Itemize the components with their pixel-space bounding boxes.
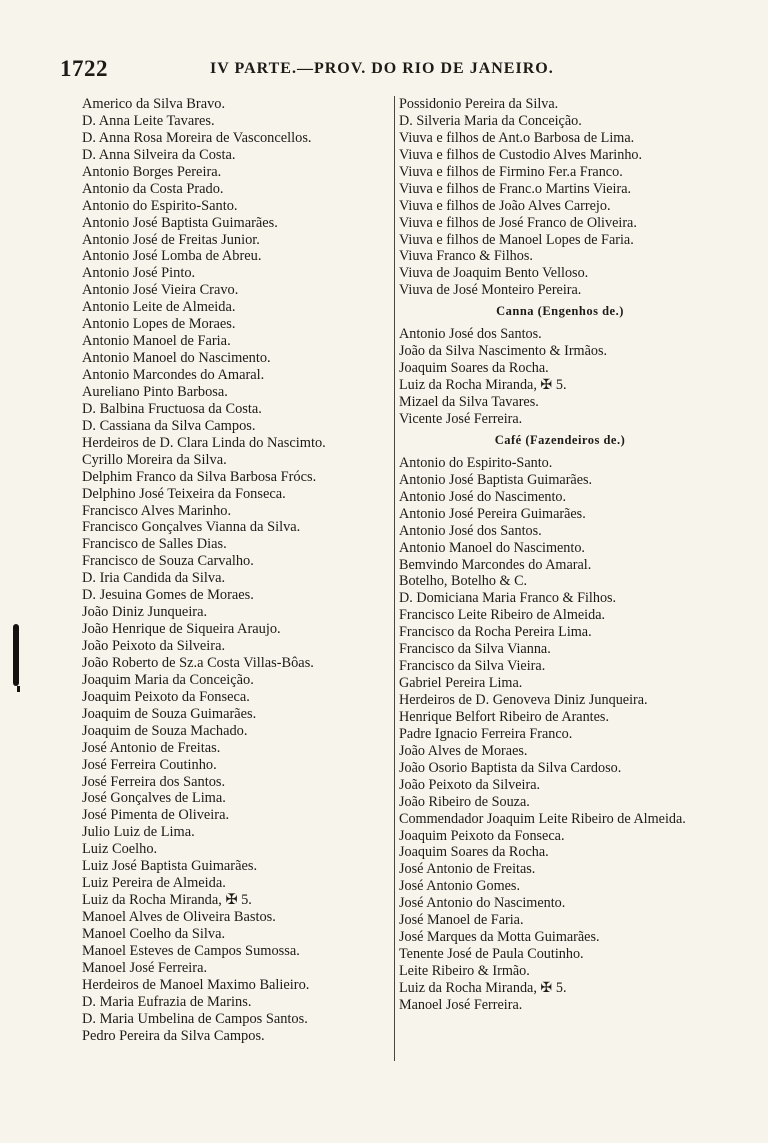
cafe-list xyxy=(399,455,721,1014)
list-item: Antonio Manoel de Faria. xyxy=(82,333,231,350)
list-item: Viuva e filhos de José Franco de Oliveira. xyxy=(399,214,637,231)
list-item: Possidonio Pereira da Silva. xyxy=(399,96,559,112)
list-item: José Marques da Motta Guimarães. xyxy=(399,929,600,946)
list-item: João Peixoto da Silveira. xyxy=(399,776,541,793)
list-item: Leite Ribeiro & Irmão. xyxy=(399,963,530,979)
list-item: Viuva e filhos de Manoel Lopes de Faria. xyxy=(399,231,634,248)
list-item: Luiz da Rocha Miranda, ✠ 5. xyxy=(82,892,252,909)
list-item: D. Anna Leite Tavares. xyxy=(82,112,215,129)
list-item: D. Anna Rosa Moreira de Vasconcellos. xyxy=(82,129,312,146)
list-item: D. Maria Eufrazia de Marins. xyxy=(82,993,252,1010)
list-item: Joaquim Peixoto da Fonseca. xyxy=(82,688,250,705)
list-item: Luiz da Rocha Miranda, ✠ 5. xyxy=(399,377,567,394)
list-item: D. Iria Candida da Silva. xyxy=(82,570,226,587)
list-item: João Peixoto da Silveira. xyxy=(82,638,226,654)
list-item: Gabriel Pereira Lima. xyxy=(399,675,523,692)
list-item: José Antonio de Freitas. xyxy=(82,739,221,756)
list-item: Antonio Leite de Almeida. xyxy=(82,299,236,316)
right-column xyxy=(399,96,721,1014)
column-divider xyxy=(394,96,395,1061)
list-item: Aureliano Pinto Barbosa. xyxy=(82,383,228,400)
list-item: Botelho, Botelho & C. xyxy=(399,573,528,590)
list-item: Antonio José Baptista Guimarães. xyxy=(82,214,278,231)
page-header xyxy=(0,56,768,82)
list-item: Francisco de Souza Carvalho. xyxy=(82,553,254,570)
list-item: Henrique Belfort Ribeiro de Arantes. xyxy=(399,708,609,725)
list-item: D. Jesuina Gomes de Moraes. xyxy=(82,587,254,604)
list-item: Manoel José Ferreira. xyxy=(399,996,523,1013)
list-item: Viuva de Joaquim Bento Velloso. xyxy=(399,265,589,282)
list-item: Herdeiros de D. Clara Linda do Nascimto. xyxy=(82,434,326,451)
list-item: Delphino José Teixeira da Fonseca. xyxy=(82,485,286,502)
list-item: Pedro Pereira da Silva Campos. xyxy=(82,1027,265,1044)
list-item: Antonio do Espirito-Santo. xyxy=(82,197,238,214)
list-item: Francisco da Rocha Pereira Lima. xyxy=(399,624,592,641)
list-item: D. Balbina Fructuosa da Costa. xyxy=(82,400,262,417)
list-item: Vicente José Ferreira. xyxy=(399,410,523,427)
list-item: João Henrique de Siqueira Araujo. xyxy=(82,621,281,638)
left-column xyxy=(82,96,390,1045)
list-item: Padre Ignacio Ferreira Franco. xyxy=(399,725,573,742)
list-item: Joaquim de Souza Machado. xyxy=(82,722,248,739)
list-item: João Osorio Baptista da Silva Cardoso. xyxy=(399,759,622,776)
list-item: Viuva e filhos de Custodio Alves Marinho. xyxy=(399,146,643,163)
list-item: João Alves de Moraes. xyxy=(399,742,528,759)
list-item: José Antonio do Nascimento. xyxy=(399,895,566,912)
list-item: Viuva e filhos de João Alves Carrejo. xyxy=(399,197,611,214)
list-item: Antonio José dos Santos. xyxy=(399,326,542,343)
list-item: João Ribeiro de Souza. xyxy=(399,793,530,810)
list-item: Francisco Alves Marinho. xyxy=(82,502,232,519)
list-item: Bemvindo Marcondes do Amaral. xyxy=(399,556,592,573)
list-item: Antonio José Lomba de Abreu. xyxy=(82,248,262,265)
list-item: Viuva Franco & Filhos. xyxy=(399,248,533,265)
list-item: Antonio José Pereira Guimarães. xyxy=(399,505,586,522)
list-item: Joaquim de Souza Guimarães. xyxy=(82,705,257,722)
list-item: Luiz Pereira de Almeida. xyxy=(82,875,226,892)
list-item: Antonio José Vieira Cravo. xyxy=(82,282,239,299)
list-item: João da Silva Nascimento & Irmãos. xyxy=(399,343,608,360)
list-item: Joaquim Peixoto da Fonseca. xyxy=(399,827,565,844)
list-item: Manoel Alves de Oliveira Bastos. xyxy=(82,909,276,925)
list-item: José Antonio de Freitas. xyxy=(399,861,536,878)
list-item: Francisco Leite Ribeiro de Almeida. xyxy=(399,607,606,624)
list-item: José Antonio Gomes. xyxy=(399,878,520,895)
list-item: Viuva e filhos de Firmino Fer.a Franco. xyxy=(399,163,623,180)
page-title: IV PARTE.—PROV. DO RIO DE JANEIRO. xyxy=(210,60,554,77)
list-item: Antonio José do Nascimento. xyxy=(399,488,567,505)
list-item: Francisco da Silva Vieira. xyxy=(399,658,546,675)
list-item: José Manoel de Faria. xyxy=(399,912,524,929)
list-item: D. Cassiana da Silva Campos. xyxy=(82,417,256,434)
list-item: Antonio Manoel do Nascimento. xyxy=(82,350,271,367)
list-item: José Ferreira dos Santos. xyxy=(82,773,226,790)
list-item: Antonio Borges Pereira. xyxy=(82,163,222,180)
list-item: Antonio Manoel do Nascimento. xyxy=(399,539,585,556)
list-item: Francisco Gonçalves Vianna da Silva. xyxy=(82,519,301,536)
list-item: Antonio Marcondes do Amaral. xyxy=(82,367,265,383)
list-item: Luiz José Baptista Guimarães. xyxy=(82,858,258,875)
right-column-top-list xyxy=(399,96,721,299)
list-item: Viuva e filhos de Franc.o Martins Vieira. xyxy=(399,180,632,197)
list-item: Francisco de Salles Dias. xyxy=(82,536,227,553)
list-item: Antonio José Baptista Guimarães. xyxy=(399,471,593,488)
list-item: Cyrillo Moreira da Silva. xyxy=(82,451,227,468)
list-item: Viuva de José Monteiro Pereira. xyxy=(399,282,582,299)
list-item: Mizael da Silva Tavares. xyxy=(399,394,539,410)
list-item: José Gonçalves de Lima. xyxy=(82,790,226,807)
margin-ink-mark-tail xyxy=(17,686,20,692)
list-item: Antonio da Costa Prado. xyxy=(82,180,224,197)
list-item: Antonio José dos Santos. xyxy=(399,522,542,539)
list-item: Francisco da Silva Vianna. xyxy=(399,641,551,658)
list-item: Joaquim Soares da Rocha. xyxy=(399,844,549,861)
list-item: Antonio José de Freitas Junior. xyxy=(82,231,260,248)
list-item: D. Silveria Maria da Conceição. xyxy=(399,112,582,129)
list-item: Manoel José Ferreira. xyxy=(82,959,208,976)
list-item: João Diniz Junqueira. xyxy=(82,604,208,621)
section-heading-cafe: Café (Fazendeiros de.) xyxy=(494,432,626,447)
list-item: Herdeiros de D. Genoveva Diniz Junqueira. xyxy=(399,692,648,708)
list-item: Manoel Esteves de Campos Sumossa. xyxy=(82,942,300,959)
list-item: Tenente José de Paula Coutinho. xyxy=(399,946,584,963)
section-heading-canna: Canna (Engenhos de.) xyxy=(496,304,624,319)
list-item: Julio Luiz de Lima. xyxy=(82,824,195,841)
list-item: D. Domiciana Maria Franco & Filhos. xyxy=(399,590,617,607)
canna-list xyxy=(399,326,721,428)
list-item: Luiz Coelho. xyxy=(82,841,158,858)
list-item: Commendador Joaquim Leite Ribeiro de Almeida. xyxy=(399,810,686,827)
list-item: Antonio Lopes de Moraes. xyxy=(82,316,236,333)
list-item: José Ferreira Coutinho. xyxy=(82,756,217,773)
list-item: D. Anna Silveira da Costa. xyxy=(82,146,236,163)
list-item: Joaquim Soares da Rocha. xyxy=(399,360,549,377)
list-item: Joaquim Maria da Conceição. xyxy=(82,671,254,688)
list-item: José Pimenta de Oliveira. xyxy=(82,807,230,824)
list-item: João Roberto de Sz.a Costa Villas-Bôas. xyxy=(82,654,314,671)
list-item: Delphim Franco da Silva Barbosa Frócs. xyxy=(82,468,317,485)
page-number: 1722 xyxy=(60,56,108,81)
list-item: D. Maria Umbelina de Campos Santos. xyxy=(82,1010,308,1027)
list-item: Manoel Coelho da Silva. xyxy=(82,925,226,942)
margin-ink-mark xyxy=(13,624,19,686)
list-item: Americo da Silva Bravo. xyxy=(82,96,226,112)
list-item: Viuva e filhos de Ant.o Barbosa de Lima. xyxy=(399,129,635,146)
list-item: Antonio José Pinto. xyxy=(82,265,196,282)
list-item: Luiz da Rocha Miranda, ✠ 5. xyxy=(399,979,567,996)
list-item: Antonio do Espirito-Santo. xyxy=(399,454,553,471)
list-item: Herdeiros de Manoel Maximo Balieiro. xyxy=(82,976,310,993)
